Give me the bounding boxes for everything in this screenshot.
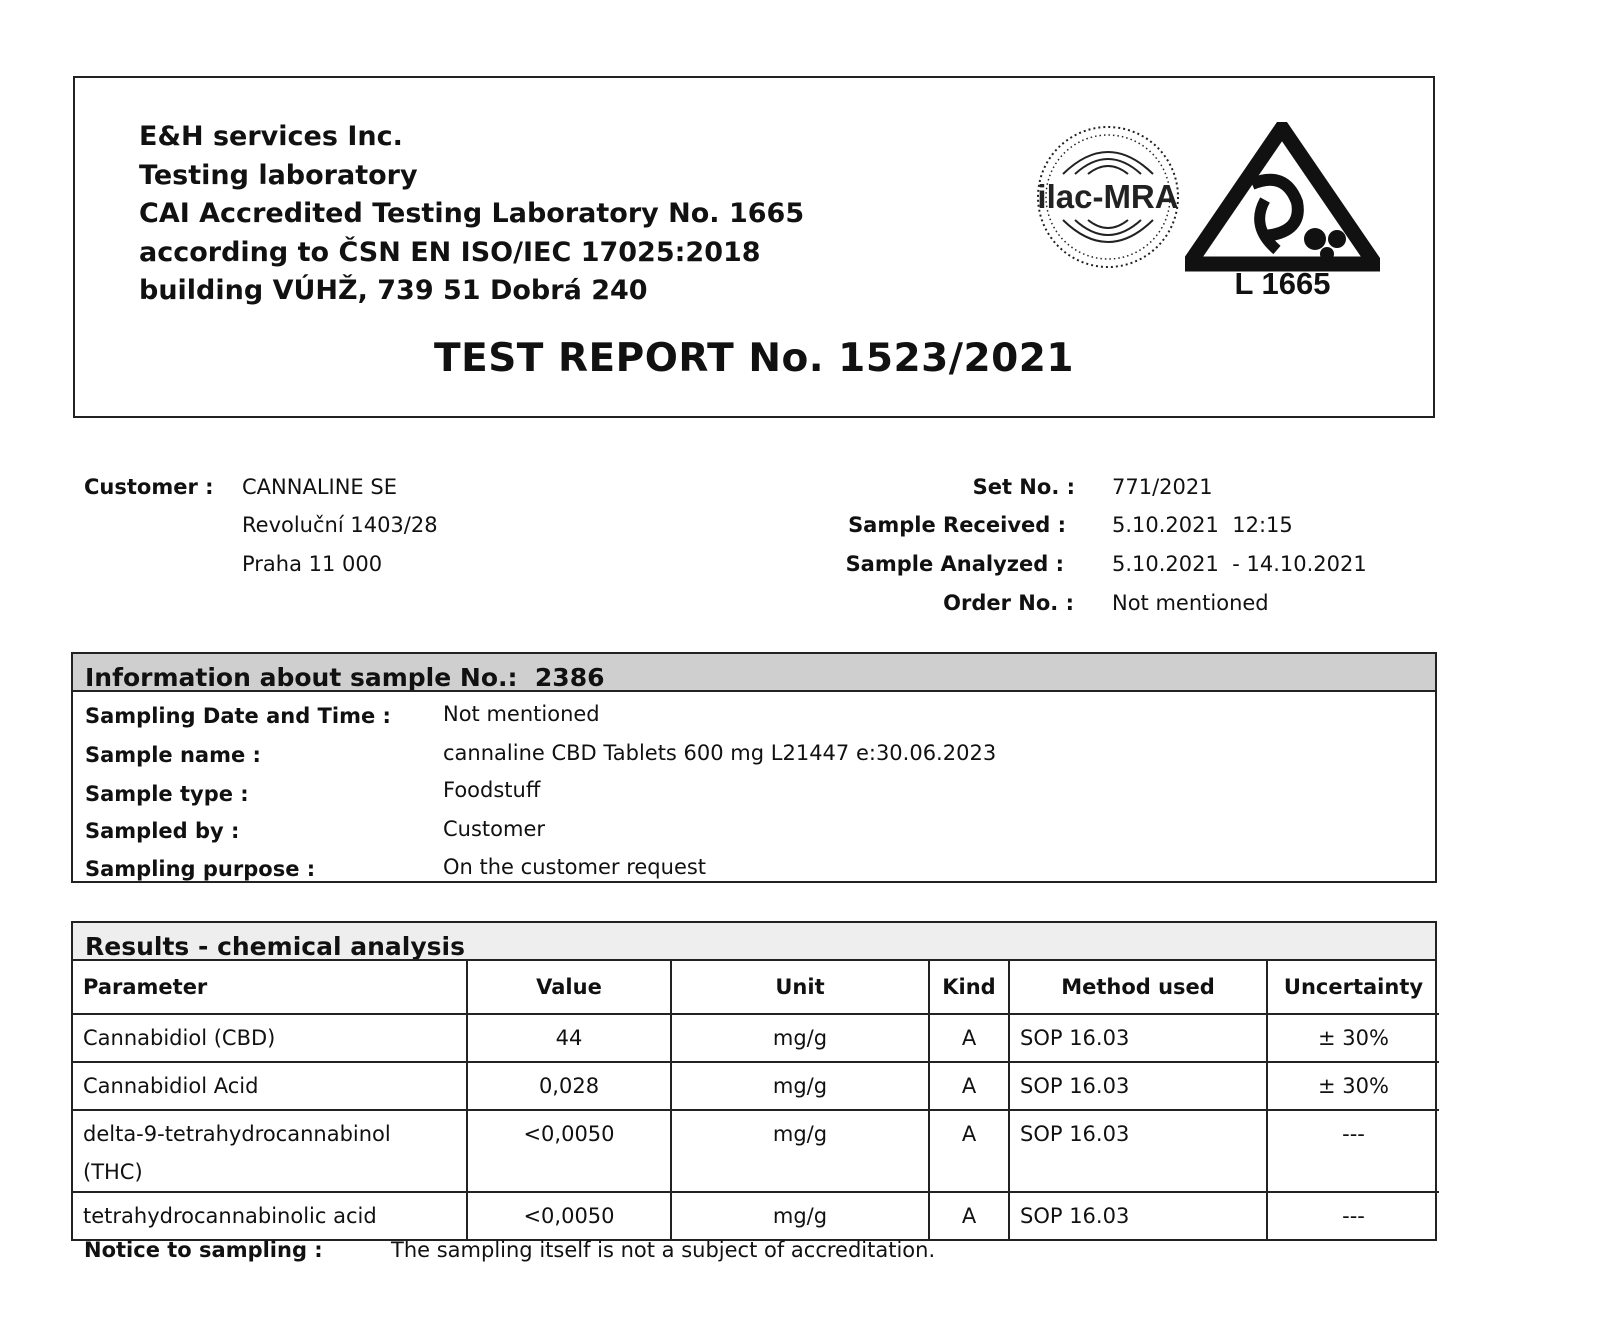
- column-header-value: Value: [467, 961, 671, 1014]
- lab-address: building VÚHŽ, 739 51 Dobrá 240: [139, 275, 648, 306]
- unit-cell: mg/g: [671, 1062, 929, 1110]
- cai-lab-number: L 1665: [1234, 266, 1331, 301]
- sample-information-box: [71, 652, 1437, 883]
- column-header-parameter: Parameter: [73, 961, 467, 1014]
- table-row: [73, 1192, 1439, 1239]
- lab-accreditation: CAI Accredited Testing Laboratory No. 1665: [139, 198, 805, 229]
- report-header: [73, 76, 1435, 418]
- parameter-cell: tetrahydrocannabinolic acid: [73, 1192, 467, 1239]
- value-cell: <0,0050: [467, 1110, 671, 1192]
- notice-label: Notice to sampling :: [84, 1238, 323, 1262]
- value-cell: 44: [467, 1014, 671, 1062]
- sampling-purpose-value: On the customer request: [443, 855, 707, 879]
- sample-information-heading: Information about sample No.: 2386: [73, 654, 1435, 692]
- method-cell: SOP 16.03: [1009, 1110, 1267, 1192]
- report-title: TEST REPORT No. 1523/2021: [433, 336, 1075, 381]
- order-no-value: Not mentioned: [1112, 591, 1269, 615]
- parameter-cell: Cannabidiol Acid: [73, 1062, 467, 1110]
- value-cell: 0,028: [467, 1062, 671, 1110]
- customer-label: Customer :: [84, 475, 214, 499]
- sampling-date-label: Sampling Date and Time :: [85, 704, 391, 728]
- ilac-logo-text: ilac-MRA: [1037, 178, 1179, 215]
- sample-received-label: Sample Received :: [848, 513, 1066, 537]
- kind-cell: A: [929, 1192, 1009, 1239]
- unit-cell: mg/g: [671, 1014, 929, 1062]
- parameter-cell: Cannabidiol (CBD): [73, 1014, 467, 1062]
- kind-cell: A: [929, 1110, 1009, 1192]
- sample-type-label: Sample type :: [85, 782, 249, 806]
- sample-analyzed-label: Sample Analyzed :: [845, 552, 1064, 576]
- lab-standard: according to ČSN EN ISO/IEC 17025:2018: [139, 236, 761, 268]
- unit-cell: mg/g: [671, 1110, 929, 1192]
- sample-analyzed-value: 5.10.2021 - 14.10.2021: [1112, 552, 1367, 576]
- table-row: [73, 1062, 1439, 1110]
- results-heading: Results - chemical analysis: [73, 923, 1435, 961]
- parameter-cell: delta-9-tetrahydrocannabinol (THC): [73, 1110, 467, 1192]
- uncertainty-cell: ---: [1267, 1192, 1439, 1239]
- table-row: [73, 1014, 1439, 1062]
- results-header-row: [73, 961, 1439, 1014]
- method-cell: SOP 16.03: [1009, 1192, 1267, 1239]
- customer-city: Praha 11 000: [242, 552, 383, 576]
- sample-name-value: cannaline CBD Tablets 600 mg L21447 e:30.06.2023: [443, 741, 997, 765]
- laboratory-address-block: [139, 118, 804, 311]
- sample-name-label: Sample name :: [85, 743, 261, 767]
- sampling-purpose-label: Sampling purpose :: [85, 857, 316, 881]
- method-cell: SOP 16.03: [1009, 1014, 1267, 1062]
- results-table: [73, 961, 1439, 1239]
- lab-type: Testing laboratory: [139, 159, 418, 191]
- value-cell: <0,0050: [467, 1192, 671, 1239]
- unit-cell: mg/g: [671, 1192, 929, 1239]
- uncertainty-cell: ± 30%: [1267, 1062, 1439, 1110]
- set-no-label: Set No. :: [972, 475, 1075, 499]
- sampling-date-value: Not mentioned: [443, 702, 600, 726]
- set-no-value: 771/2021: [1112, 475, 1213, 499]
- kind-cell: A: [929, 1014, 1009, 1062]
- sampled-by-value: Customer: [443, 817, 546, 841]
- column-header-uncertainty: Uncertainty: [1267, 961, 1439, 1014]
- notice-text: The sampling itself is not a subject of accreditation.: [391, 1238, 936, 1262]
- customer-name: CANNALINE SE: [242, 475, 397, 499]
- column-header-kind: Kind: [929, 961, 1009, 1014]
- results-box: [71, 921, 1437, 1241]
- sample-received-value: 5.10.2021 12:15: [1112, 513, 1293, 537]
- uncertainty-cell: ± 30%: [1267, 1014, 1439, 1062]
- uncertainty-cell: ---: [1267, 1110, 1439, 1192]
- kind-cell: A: [929, 1062, 1009, 1110]
- table-row: [73, 1110, 1439, 1192]
- lab-company-name: E&H services Inc.: [139, 121, 403, 152]
- method-cell: SOP 16.03: [1009, 1062, 1267, 1110]
- ilac-mra-logo-icon: [1033, 122, 1183, 272]
- column-header-method: Method used: [1009, 961, 1267, 1014]
- sampled-by-label: Sampled by :: [85, 819, 240, 843]
- customer-street: Revoluční 1403/28: [242, 513, 438, 537]
- column-header-unit: Unit: [671, 961, 929, 1014]
- order-no-label: Order No. :: [943, 591, 1074, 615]
- sample-type-value: Foodstuff: [443, 778, 541, 802]
